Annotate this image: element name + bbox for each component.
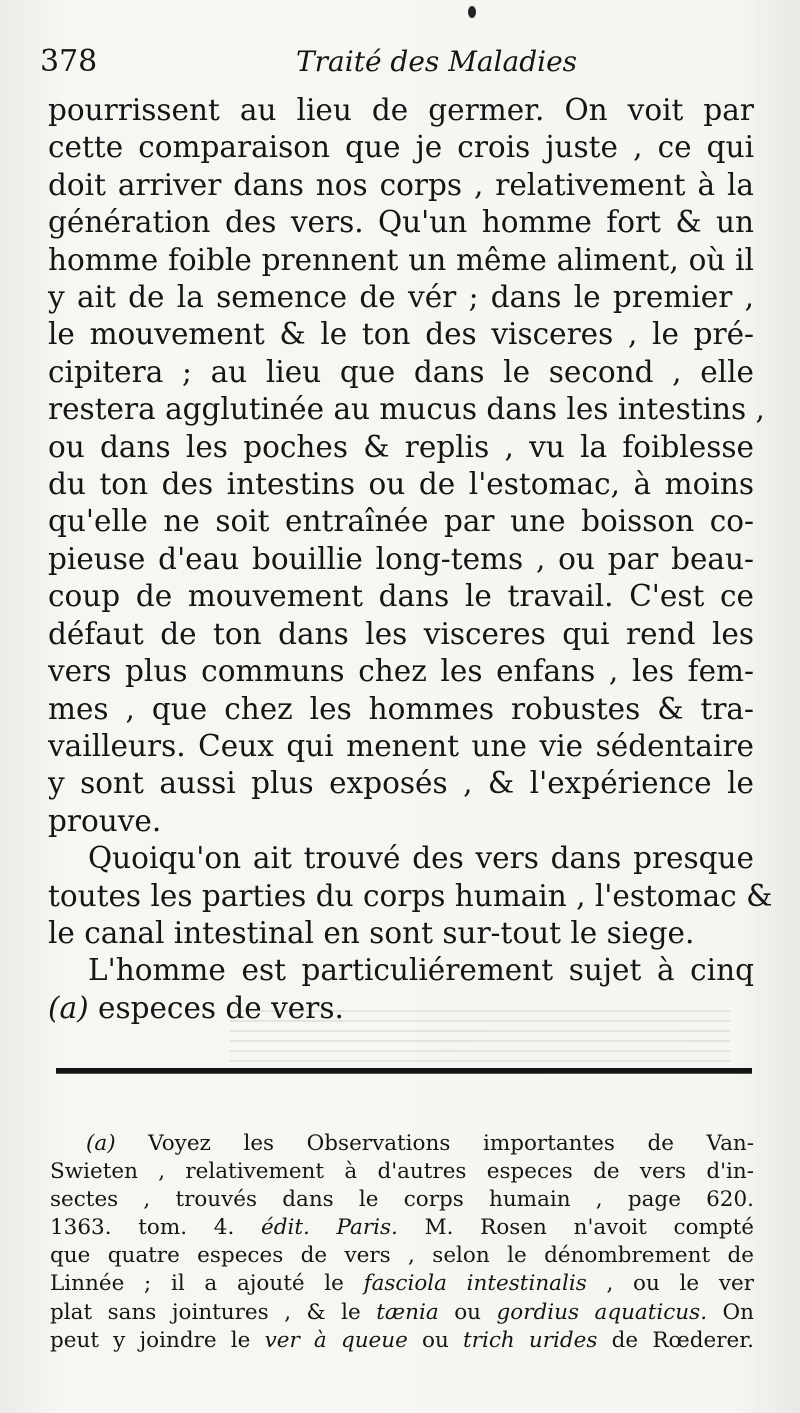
text-fragment: tænia (376, 1299, 439, 1325)
text-line: ou dans les poches & replis , vu la foiblesse (48, 429, 754, 464)
footnote-line (50, 1299, 754, 1327)
page-header (40, 42, 752, 82)
text-line: vailleurs. Ceux qui menent une vie sédentaire (48, 728, 754, 763)
footnote (50, 1130, 754, 1355)
text-line: y ait de la semence de vér ; dans le premier , (48, 280, 754, 315)
text-line: génération des vers. Qu'un homme fort & un (48, 205, 754, 240)
text-line: défaut de ton dans les visceres qui rend les (48, 616, 754, 651)
footnote-line (50, 1214, 754, 1242)
text-fragment: de Rœderer. (597, 1327, 755, 1353)
page-number: 378 (40, 44, 98, 79)
footnote-line (50, 1327, 754, 1355)
text-line: doit arriver dans nos corps , relativement à la (48, 167, 754, 202)
text-line: qu'elle ne soit entraînée par une boisson co- (48, 504, 754, 539)
text-fragment: M. Rosen n'avoit compté (397, 1215, 754, 1241)
footnote-reference[interactable]: (a) (48, 990, 89, 1025)
text-fragment: 1363. tom. 4. (50, 1215, 261, 1241)
footnote-line (50, 1270, 754, 1298)
running-head: Traité des Maladies (296, 45, 578, 78)
text-fragment: Linnée ; il a ajouté le (50, 1271, 364, 1297)
text-line: y sont aussi plus exposés , & l'expérience le (48, 766, 754, 801)
text-line: vers plus communs chez les enfans , les fem- (48, 654, 754, 689)
paragraph-1 (48, 92, 765, 840)
text-line: L'homme est particuliérement sujet à cinq (88, 953, 754, 988)
text-fragment: fasciola intestinalis (363, 1271, 587, 1297)
text-fragment: trich urides (463, 1327, 598, 1353)
text-fragment: , ou le ver (586, 1271, 754, 1297)
text-line: du ton des intestins ou de l'estomac, à moins (48, 467, 754, 502)
text-fragment: peut y joindre le (50, 1327, 265, 1353)
footnote-line: que quatre especes de vers , selon le dénombrement de (50, 1243, 754, 1269)
footnote-rule (56, 1068, 752, 1074)
text-line: pourrissent au lieu de germer. On voit par (48, 93, 754, 127)
text-line: toutes les parties du corps humain , l'estomac & (48, 878, 773, 913)
text-line: mes , que chez les hommes robustes & tra- (48, 691, 754, 726)
text-line: restera agglutinée au mucus dans les intestins , (48, 392, 765, 427)
text-line: cette comparaison que je crois juste , ce qui (48, 130, 754, 165)
footnote-line: sectes , trouvés dans le corps humain , page 620. (50, 1187, 754, 1213)
text-line: prouve. (48, 803, 162, 838)
footnote-line: Swieten , relativement à d'autres especes de vers d'in- (50, 1159, 754, 1185)
text-fragment: ou (407, 1327, 464, 1353)
text-fragment: especes de vers. (88, 990, 344, 1025)
text-fragment: édit. Paris. (261, 1215, 398, 1241)
text-line: le canal intestinal en sont sur-tout le siege. (48, 915, 695, 950)
main-text (48, 92, 773, 1027)
text-fragment: ver à queue (264, 1327, 408, 1353)
text-line: coup de mouvement dans le travail. C'est ce (48, 579, 754, 614)
footnote-marker: (a) (86, 1131, 116, 1156)
footnote-line (50, 1130, 754, 1158)
text-line: homme foible prennent un même aliment, où il (48, 242, 754, 277)
text-fragment: On (707, 1299, 755, 1325)
text-line: pieuse d'eau bouillie long-tems , ou par beau- (48, 541, 754, 576)
text-line: Quoiqu'on ait trouvé des vers dans presque (88, 841, 754, 876)
text-line: le mouvement & le ton des visceres , le pré- (48, 317, 754, 352)
paragraph-2 (48, 840, 773, 952)
text-fragment: Voyez les Observations importantes de Van- (115, 1131, 754, 1156)
text-fragment: gordius aquaticus. (496, 1299, 708, 1325)
text-fragment: ou (438, 1299, 497, 1325)
ink-speck (468, 6, 476, 18)
text-fragment: plat sans jointures , & le (50, 1299, 377, 1325)
show-through-texture (230, 1010, 730, 1070)
text-line: cipitera ; au lieu que dans le second , elle (48, 354, 754, 389)
